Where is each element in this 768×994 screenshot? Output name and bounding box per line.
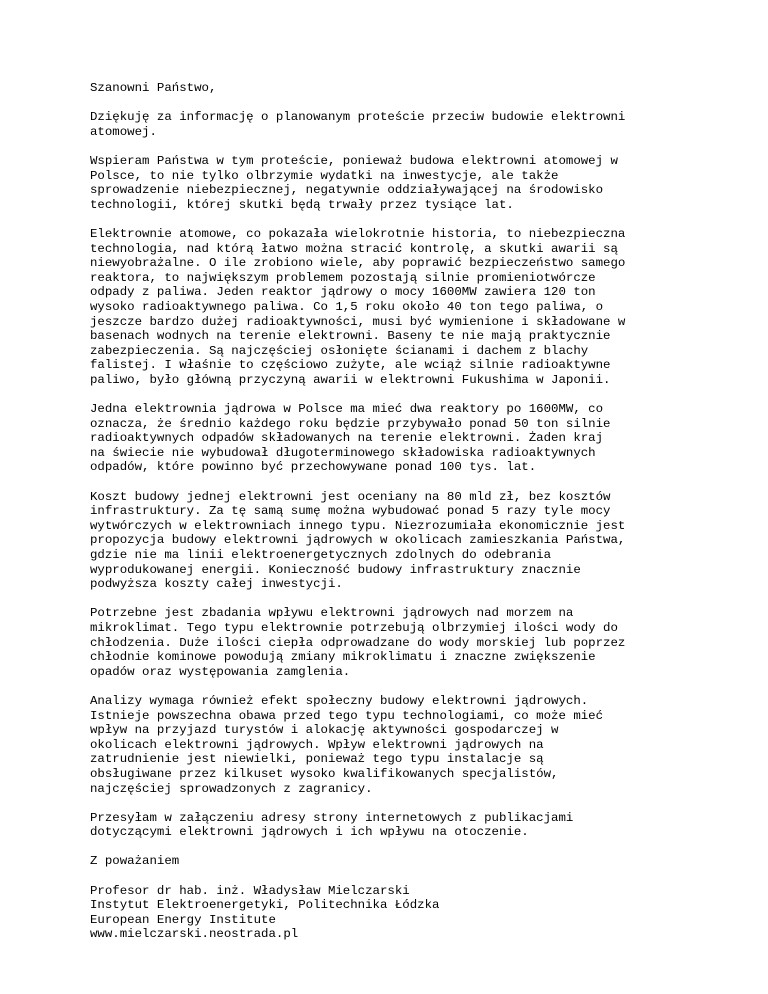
paragraph-danger: Elektrownie atomowe, co pokazała wielokrotnie historia, to niebezpieczna technologia, nad którą łatwo można stracić kontrolę, a skutki awarii są niewyobrażalne. O ile zrobiono wiele, aby poprawić bezpieczeństwo samego reaktora, to największym problemem pozostają silnie promieniotwórcze odpady z paliwa. Jeden reaktor jądrowy o mocy 1600MW zawiera 120 ton wysoko radioaktywnego paliwa. Co 1,5 roku około 40 ton tego paliwa, o jeszcze bardzo dużej radioaktywności, musi być wymienione i składowane w basenach wodnych na terenie elektrowni. Baseny te nie mają praktycznie zabezpieczenia. Są najczęściej osłonięte ścianami i dachem z blachy falistej. I właśnie to częściowo zużyte, ale wciąż silnie radioaktywne paliwo, było główną przyczyną awarii w elektrowni Fukushima w Japonii. [90, 226, 626, 387]
paragraph-social: Analizy wymaga również efekt społeczny budowy elektrowni jądrowych. Istnieje powszechna obawa przed tego typu technologiami, co może mieć wpływ na przyjazd turystów i alokację aktywności gospodarczej w okolicach elektrowni jądrowych. Wpływ elektrowni jądrowych na zatrudnienie jest niewielki, ponieważ tego typu instalacje są obsługiwane przez kilkuset wysoko kwalifikowanych specjalistów, najczęściej sprowadzonych z zagranicy. [90, 693, 604, 796]
letter-body [90, 81, 730, 942]
signature-name: Profesor dr hab. inż. Władysław Mielczarski [90, 883, 410, 898]
paragraph-thanks: Dziękuję za informację o planowanym proteście przeciw budowie elektrowni atomowej. [90, 110, 626, 139]
signature-website: www.mielczarski.neostrada.pl [90, 927, 299, 942]
paragraph-support: Wspieram Państwa w tym proteście, ponieważ budowa elektrowni atomowej w Polsce, to nie tylko olbrzymie wydatki na inwestycje, ale także sprowadzenie niebezpiecznej, negatywnie oddziaływającej na środowisko technologii, której skutki będą trwały przez tysiące lat. [90, 153, 618, 212]
signature-block [90, 884, 730, 942]
paragraph-cost: Koszt budowy jednej elektrowni jest oceniany na 80 mld zł, bez kosztów infrastruktury. Za tę samą sumę można wybudować ponad 5 razy tyle mocy wytwórczych w elektrowniach innego typu. Niezrozumiała ekonomicznie jest propozycja budowy elektrowni jądrowych w okolicach zamieszkania Państwa, gdzie nie ma linii elektroenergetycznych zdolnych do odebrania wyprodukowanej energii. Konieczność budowy infrastruktury znacznie podwyższa koszty całej inwestycji. [90, 489, 626, 592]
signature-institute: Instytut Elektroenergetyki, Politechnika Łódzka [90, 898, 440, 913]
paragraph-microclimate: Potrzebne jest zbadania wpływu elektrowni jądrowych nad morzem na mikroklimat. Tego typu elektrownie potrzebują olbrzymiej ilości wody do chłodzenia. Duże ilości ciepła odprowadzane do wody morskiej lub poprzez chłodnie kominowe powodują zmiany mikroklimatu i znaczne zwiększenie opadów oraz występowania zamglenia. [90, 606, 626, 679]
salutation: Szanowni Państwo, [90, 81, 217, 95]
paragraph-waste: Jedna elektrownia jądrowa w Polsce ma mieć dwa reaktory po 1600MW, co oznacza, że średnio każdego roku będzie przybywało ponad 50 ton silnie radioaktywnych odpadów składowanych na terenie elektrowni. Żaden kraj na świecie nie wybudował długoterminowego składowiska radioaktywnych odpadów, które powinno być przechowywane ponad 100 tys. lat. [90, 402, 611, 475]
signature-organization: European Energy Institute [90, 912, 276, 927]
paragraph-attachment: Przesyłam w załączeniu adresy strony internetowych z publikacjami dotyczącymi elektrowni jądrowych i ich wpływu na otoczenie. [90, 810, 574, 840]
closing: Z poważaniem [90, 854, 180, 869]
